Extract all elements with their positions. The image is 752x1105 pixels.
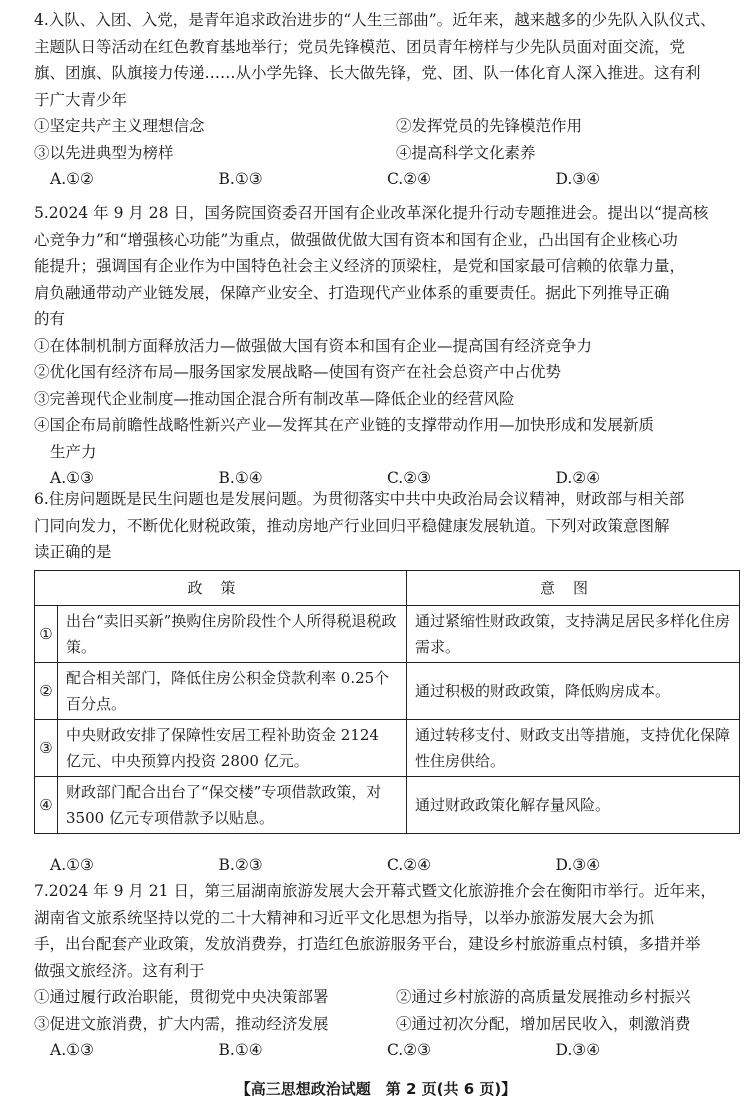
row-policy: 配合相关部门，降低住房公积金贷款利率 0.25个百分点。 (58, 663, 407, 720)
table-row (35, 663, 740, 720)
row-intent: 通过积极的财政政策，降低购房成本。 (407, 663, 740, 720)
q5-option-4: ④国企布局前瞻性战略性新兴产业—发挥其在产业链的支撑带动作用—加快形成和发展新质 (34, 416, 655, 434)
q4-answer-c[interactable]: C.②④ (387, 170, 432, 188)
q7-option-2: ②通过乡村旅游的高质量发展推动乡村振兴 (396, 988, 691, 1006)
q5-option-1: ①在体制机制方面释放活力—做强做大国有资本和国有企业—提高国有经济竞争力 (34, 336, 593, 355)
question-7 (34, 878, 724, 1064)
q5-stem-line: 5.2024 年 9 月 28 日，国务院国资委召开国有企业改革深化提升行动专题推进会。提出以“提高核 (34, 204, 709, 222)
q6-answer-c[interactable]: C.②④ (387, 856, 432, 874)
q7-stem-line: 7.2024 年 9 月 21 日，第三届湖南旅游发展大会开幕式暨文化旅游推介会在衡阳市举行。近年来， (34, 882, 716, 900)
q5-answer-a[interactable]: A.①③ (50, 469, 94, 487)
q6-stem-line: 6.住房问题既是民生问题也是发展问题。为贯彻落实中共中央政治局会议精神，财政部与相关部 (34, 490, 685, 508)
policy-table (34, 570, 740, 834)
q4-stem-line: 主题队日等活动在红色教育基地举行；党员先锋模范、团员青年榜样与少先队员面对面交流，党 (34, 37, 686, 56)
q7-answer-a[interactable]: A.①③ (50, 1041, 94, 1059)
q5-answer-c[interactable]: C.②③ (387, 469, 432, 487)
q4-stem-line: 4.入队、入团、入党，是青年追求政治进步的“人生三部曲”。近年来，越来越多的少先队入队仪式、 (34, 11, 716, 29)
q6-answer-d[interactable]: D.③④ (555, 856, 601, 874)
question-4 (34, 7, 724, 193)
row-intent: 通过紧缩性财政政策，支持满足居民多样化住房需求。 (407, 606, 740, 663)
q7-stem-line: 手，出台配套产业政策，发放消费券，打造红色旅游服务平台，建设乡村旅游重点村镇，多措并举 (34, 935, 701, 953)
row-number: ② (35, 663, 58, 720)
row-policy: 财政部门配合出台了“保交楼”专项借款政策，对 3500 亿元专项借款予以贴息。 (58, 777, 407, 834)
header-policy: 政策 (35, 571, 407, 606)
q7-answer-c[interactable]: C.②③ (387, 1041, 432, 1059)
q6-stem-line: 门同向发力，不断优化财税政策，推动房地产行业回归平稳健康发展轨道。下列对政策意图解 (34, 516, 670, 535)
page-footer: 【高三思想政治试题 第 2 页(共 6 页)】 (235, 1080, 517, 1098)
table-row (35, 777, 740, 834)
q7-options-row (34, 984, 724, 1011)
q5-option-4-cont: 生产力 (50, 442, 97, 461)
q5-option-3: ③完善现代企业制度—推动国企混合所有制改革—降低企业的经营风险 (34, 389, 515, 408)
q5-stem-line: 心竞争力”和“增强核心功能”为重点，做强做优做大国有资本和国有企业，凸出国有企业核心功 (34, 230, 678, 249)
q7-options-row (34, 1011, 724, 1038)
q4-answer-b[interactable]: B.①③ (218, 170, 263, 188)
q4-option-4: ④提高科学文化素养 (396, 143, 536, 162)
row-intent: 通过财政政策化解存量风险。 (407, 777, 740, 834)
q4-option-3: ③以先进典型为榜样 (34, 143, 174, 162)
question-6 (34, 486, 724, 566)
table-row (35, 606, 740, 663)
q6-answers (34, 852, 724, 879)
q6-answer-a[interactable]: A.①③ (50, 856, 94, 874)
row-policy: 中央财政安排了保障性安居工程补助资金 2124 亿元、中央预算内投资 2800 亿元。 (58, 720, 407, 777)
q4-stem-line: 旗、团旗、队旗接力传递……从小学先锋、长大做先锋，党、团、队一体化育人深入推进。这有利 (34, 64, 701, 82)
q6-answer-b[interactable]: B.②③ (218, 856, 263, 874)
q4-option-1: ①坚定共产主义理想信念 (34, 117, 205, 135)
question-5 (34, 200, 724, 492)
q5-stem-line: 肩负融通带动产业链发展，保障产业安全、打造现代产业体系的重要责任。据此下列推导正确 (34, 283, 670, 302)
q7-option-3: ③促进文旅消费，扩大内需，推动经济发展 (34, 1014, 329, 1033)
row-number: ③ (35, 720, 58, 777)
row-policy: 出台“卖旧买新”换购住房阶段性个人所得税退税政策。 (58, 606, 407, 663)
q4-answer-d[interactable]: D.③④ (555, 170, 601, 188)
q4-options-row (34, 113, 724, 140)
q4-option-2: ②发挥党员的先锋模范作用 (396, 117, 583, 135)
q5-answer-d[interactable]: D.②④ (555, 469, 601, 487)
row-number: ① (35, 606, 58, 663)
q7-option-1: ①通过履行政治职能，贯彻党中央决策部署 (34, 988, 329, 1006)
q6-answers-block (34, 852, 724, 879)
q4-stem-line: 于广大青少年 (34, 90, 128, 109)
q6-stem-line: 读正确的是 (34, 543, 112, 561)
q5-stem-line: 能提升；强调国有企业作为中国特色社会主义经济的顶梁柱，是党和国家最可信赖的依靠力量， (34, 257, 686, 275)
q7-answers (34, 1037, 724, 1064)
q7-option-4: ④通过初次分配，增加居民收入，刺激消费 (396, 1014, 691, 1033)
table-header-row (35, 571, 740, 606)
row-intent: 通过转移支付、财政支出等措施，支持优化保障性住房供给。 (407, 720, 740, 777)
q7-answer-b[interactable]: B.①④ (218, 1041, 263, 1059)
q5-option-2: ②优化国有经济布局—服务国家发展战略—使国有资产在社会总资产中占优势 (34, 363, 562, 381)
q7-stem-line: 湖南省文旅系统坚持以党的二十大精神和习近平文化思想为指导，以举办旅游发展大会为抓 (34, 908, 655, 927)
row-number: ④ (35, 777, 58, 834)
q5-answer-b[interactable]: B.①④ (218, 469, 263, 487)
table-row (35, 720, 740, 777)
q7-stem-line: 做强文旅经济。这有利于 (34, 961, 205, 980)
q4-answers (34, 166, 724, 193)
q4-answer-a[interactable]: A.①② (50, 170, 94, 188)
q7-answer-d[interactable]: D.③④ (555, 1041, 601, 1059)
q5-stem-line: 的有 (34, 310, 66, 328)
header-intent: 意图 (407, 571, 740, 606)
q4-options-row (34, 140, 724, 167)
